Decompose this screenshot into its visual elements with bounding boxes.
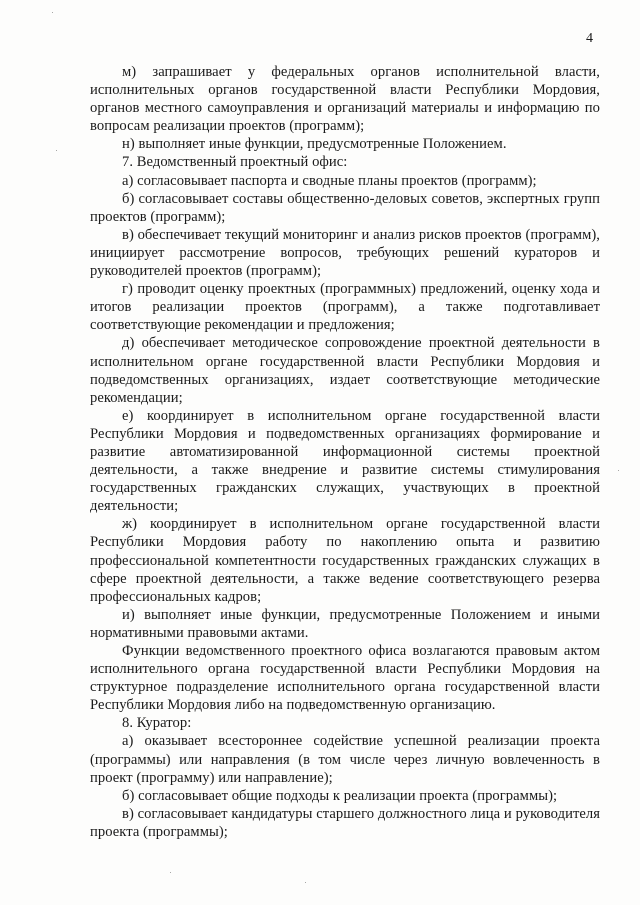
- scan-speck: [170, 872, 171, 873]
- scan-speck: [52, 12, 53, 13]
- paragraph-7d: д) обеспечивает методическое сопровождение проектной деятельности в исполнительном органе государственной власти Республики Мордовия и подведомственных организациях, издает соответствующие методические рекомендации;: [90, 335, 600, 406]
- paragraph-n-other-functions: н) выполняет иные функции, предусмотренные Положением.: [122, 136, 507, 153]
- document-body: [90, 63, 600, 841]
- paragraph-m-request-materials: м) запрашивает у федеральных органов исполнительной власти, исполнительных органов государственной власти Республики Мордовия, органов местного самоуправления и организаций материалы и информацию по вопросам реализации проектов (программ);: [90, 64, 600, 135]
- paragraph-7v: в) обеспечивает текущий мониторинг и анализ рисков проектов (программ), инициирует рассмотрение вопросов, требующих решений кураторов и руководителей проектов (программ);: [90, 226, 600, 280]
- scan-speck: [618, 470, 619, 471]
- section-7-heading: 7. Ведомственный проектный офис:: [122, 154, 348, 171]
- paragraph-7g: г) проводит оценку проектных (программных) предложений, оценку хода и итогов реализации проектов (программ), а также подготавливает соответствующие рекомендации и предложения;: [90, 281, 600, 334]
- paragraph-8b: б) согласовывает общие подходы к реализации проекта (программы);: [122, 787, 558, 804]
- scan-speck: [56, 150, 57, 151]
- paragraph-8v: в) согласовывает кандидатуры старшего должностного лица и руководителя проекта (программы);: [90, 805, 600, 840]
- section-8-heading: 8. Куратор:: [122, 715, 192, 732]
- paragraph-7a: а) согласовывает паспорта и сводные планы проектов (программ);: [122, 172, 537, 189]
- scan-speck: [305, 882, 306, 883]
- paragraph-7i: и) выполняет иные функции, предусмотренные Положением и иными нормативными правовыми актами.: [90, 606, 600, 641]
- paragraph-7b: б) согласовывает составы общественно-деловых советов, экспертных групп проектов (программ);: [90, 190, 600, 225]
- paragraph-8a: а) оказывает всестороннее содействие успешной реализации проекта (программы) или направления (в том числе через личную вовлеченность в проект (программу) или направление);: [90, 733, 600, 786]
- paragraph-7e: е) координирует в исполнительном органе государственной власти Республики Мордовия и подведомственных организациях формирование и развитие автоматизированной информационной системы проектной деятельности, а также внедрение и развитие системы стимулирования государственных гражданских служащих, участвующих в проектной деятельности;: [90, 407, 600, 515]
- paragraph-7zh: ж) координирует в исполнительном органе государственной власти Республики Мордовия работу по накоплению опыта и развитию профессиональной компетентности государственных гражданских служащих в сфере проектной деятельности, а также ведение соответствующего резерва профессиональных кадров;: [90, 516, 600, 605]
- page-number: 4: [586, 31, 593, 46]
- paragraph-office-functions: Функции ведомственного проектного офиса возлагаются правовым актом исполнительного органа государственной власти Республики Мордовия на структурное подразделение исполнительного органа государственной власти Республики Мордовия либо на подведомственную организацию.: [90, 643, 600, 714]
